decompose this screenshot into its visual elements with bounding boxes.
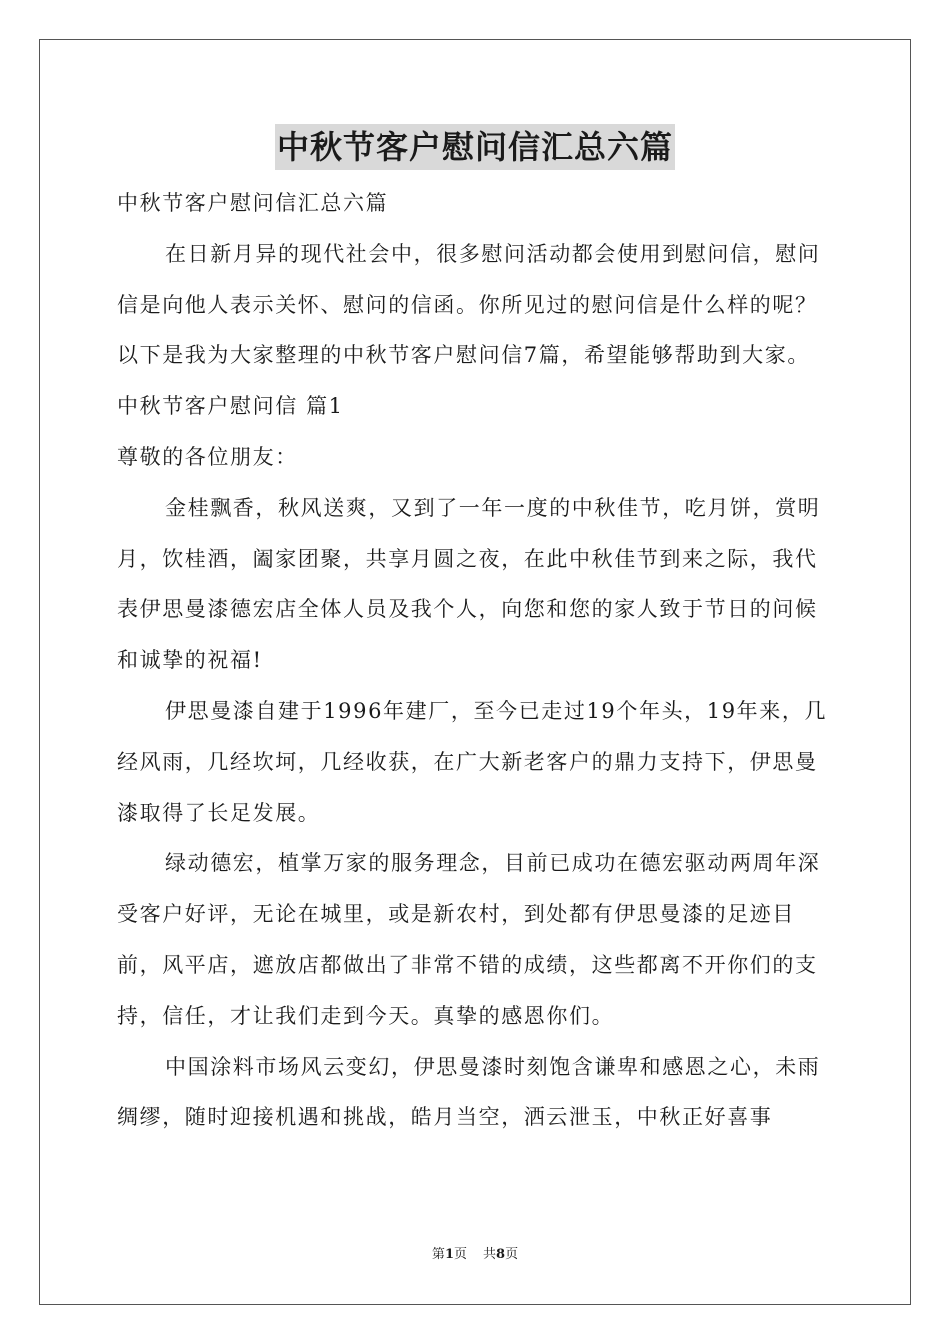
document-body — [117, 178, 833, 1143]
paragraph: 绿动德宏，植掌万家的服务理念，目前已成功在德宏驱动两周年深受客户好评，无论在城里，或是新农村，到处都有伊思曼漆的足迹目前，风平店，遮放店都做出了非常不错的成绩，这些都离不开你们的支持，信任，才让我们走到今天。真挚的感恩你们。 — [117, 851, 821, 1028]
salutation: 尊敬的各位朋友： — [117, 444, 298, 469]
page-prefix: 第 — [431, 1247, 445, 1262]
paragraph: 伊思曼漆自建于1996年建厂，至今已走过19个年头，19年来，几经风雨，几经坎坷，几经收获，在广大新老客户的鼎力支持下，伊思曼漆取得了长足发展。 — [117, 698, 828, 825]
paragraph-intro: 在日新月异的现代社会中，很多慰问活动都会使用到慰问信，慰问信是向他人表示关怀、慰问的信函。你所见过的慰问信是什么样的呢？以下是我为大家整理的中秋节客户慰问信7篇，希望能够帮助到大家。 — [117, 241, 821, 368]
paragraph: 金桂飘香，秋风送爽，又到了一年一度的中秋佳节，吃月饼，赏明月，饮桂酒，阖家团聚，共享月圆之夜，在此中秋佳节到来之际，我代表伊思曼漆德宏店全体人员及我个人，向您和您的家人致于节日的问候和诚挚的祝福! — [117, 495, 821, 673]
total-prefix: 共 — [483, 1247, 497, 1262]
title-container — [0, 124, 950, 170]
page-number: 1 — [444, 1247, 454, 1262]
paragraph-subtitle: 中秋节客户慰问信汇总六篇 — [117, 191, 389, 215]
section-heading: 中秋节客户慰问信 篇1 — [117, 394, 344, 419]
total-suffix: 页 — [505, 1247, 519, 1262]
total-pages: 8 — [496, 1247, 506, 1262]
document-title: 中秋节客户慰问信汇总六篇 — [275, 124, 675, 170]
page-footer — [0, 1246, 950, 1264]
paragraph: 中国涂料市场风云变幻，伊思曼漆时刻饱含谦卑和感恩之心，未雨绸缪，随时迎接机遇和挑战，皓月当空，洒云泄玉，中秋正好喜事 — [117, 1054, 821, 1130]
page-suffix: 页 — [453, 1247, 467, 1262]
